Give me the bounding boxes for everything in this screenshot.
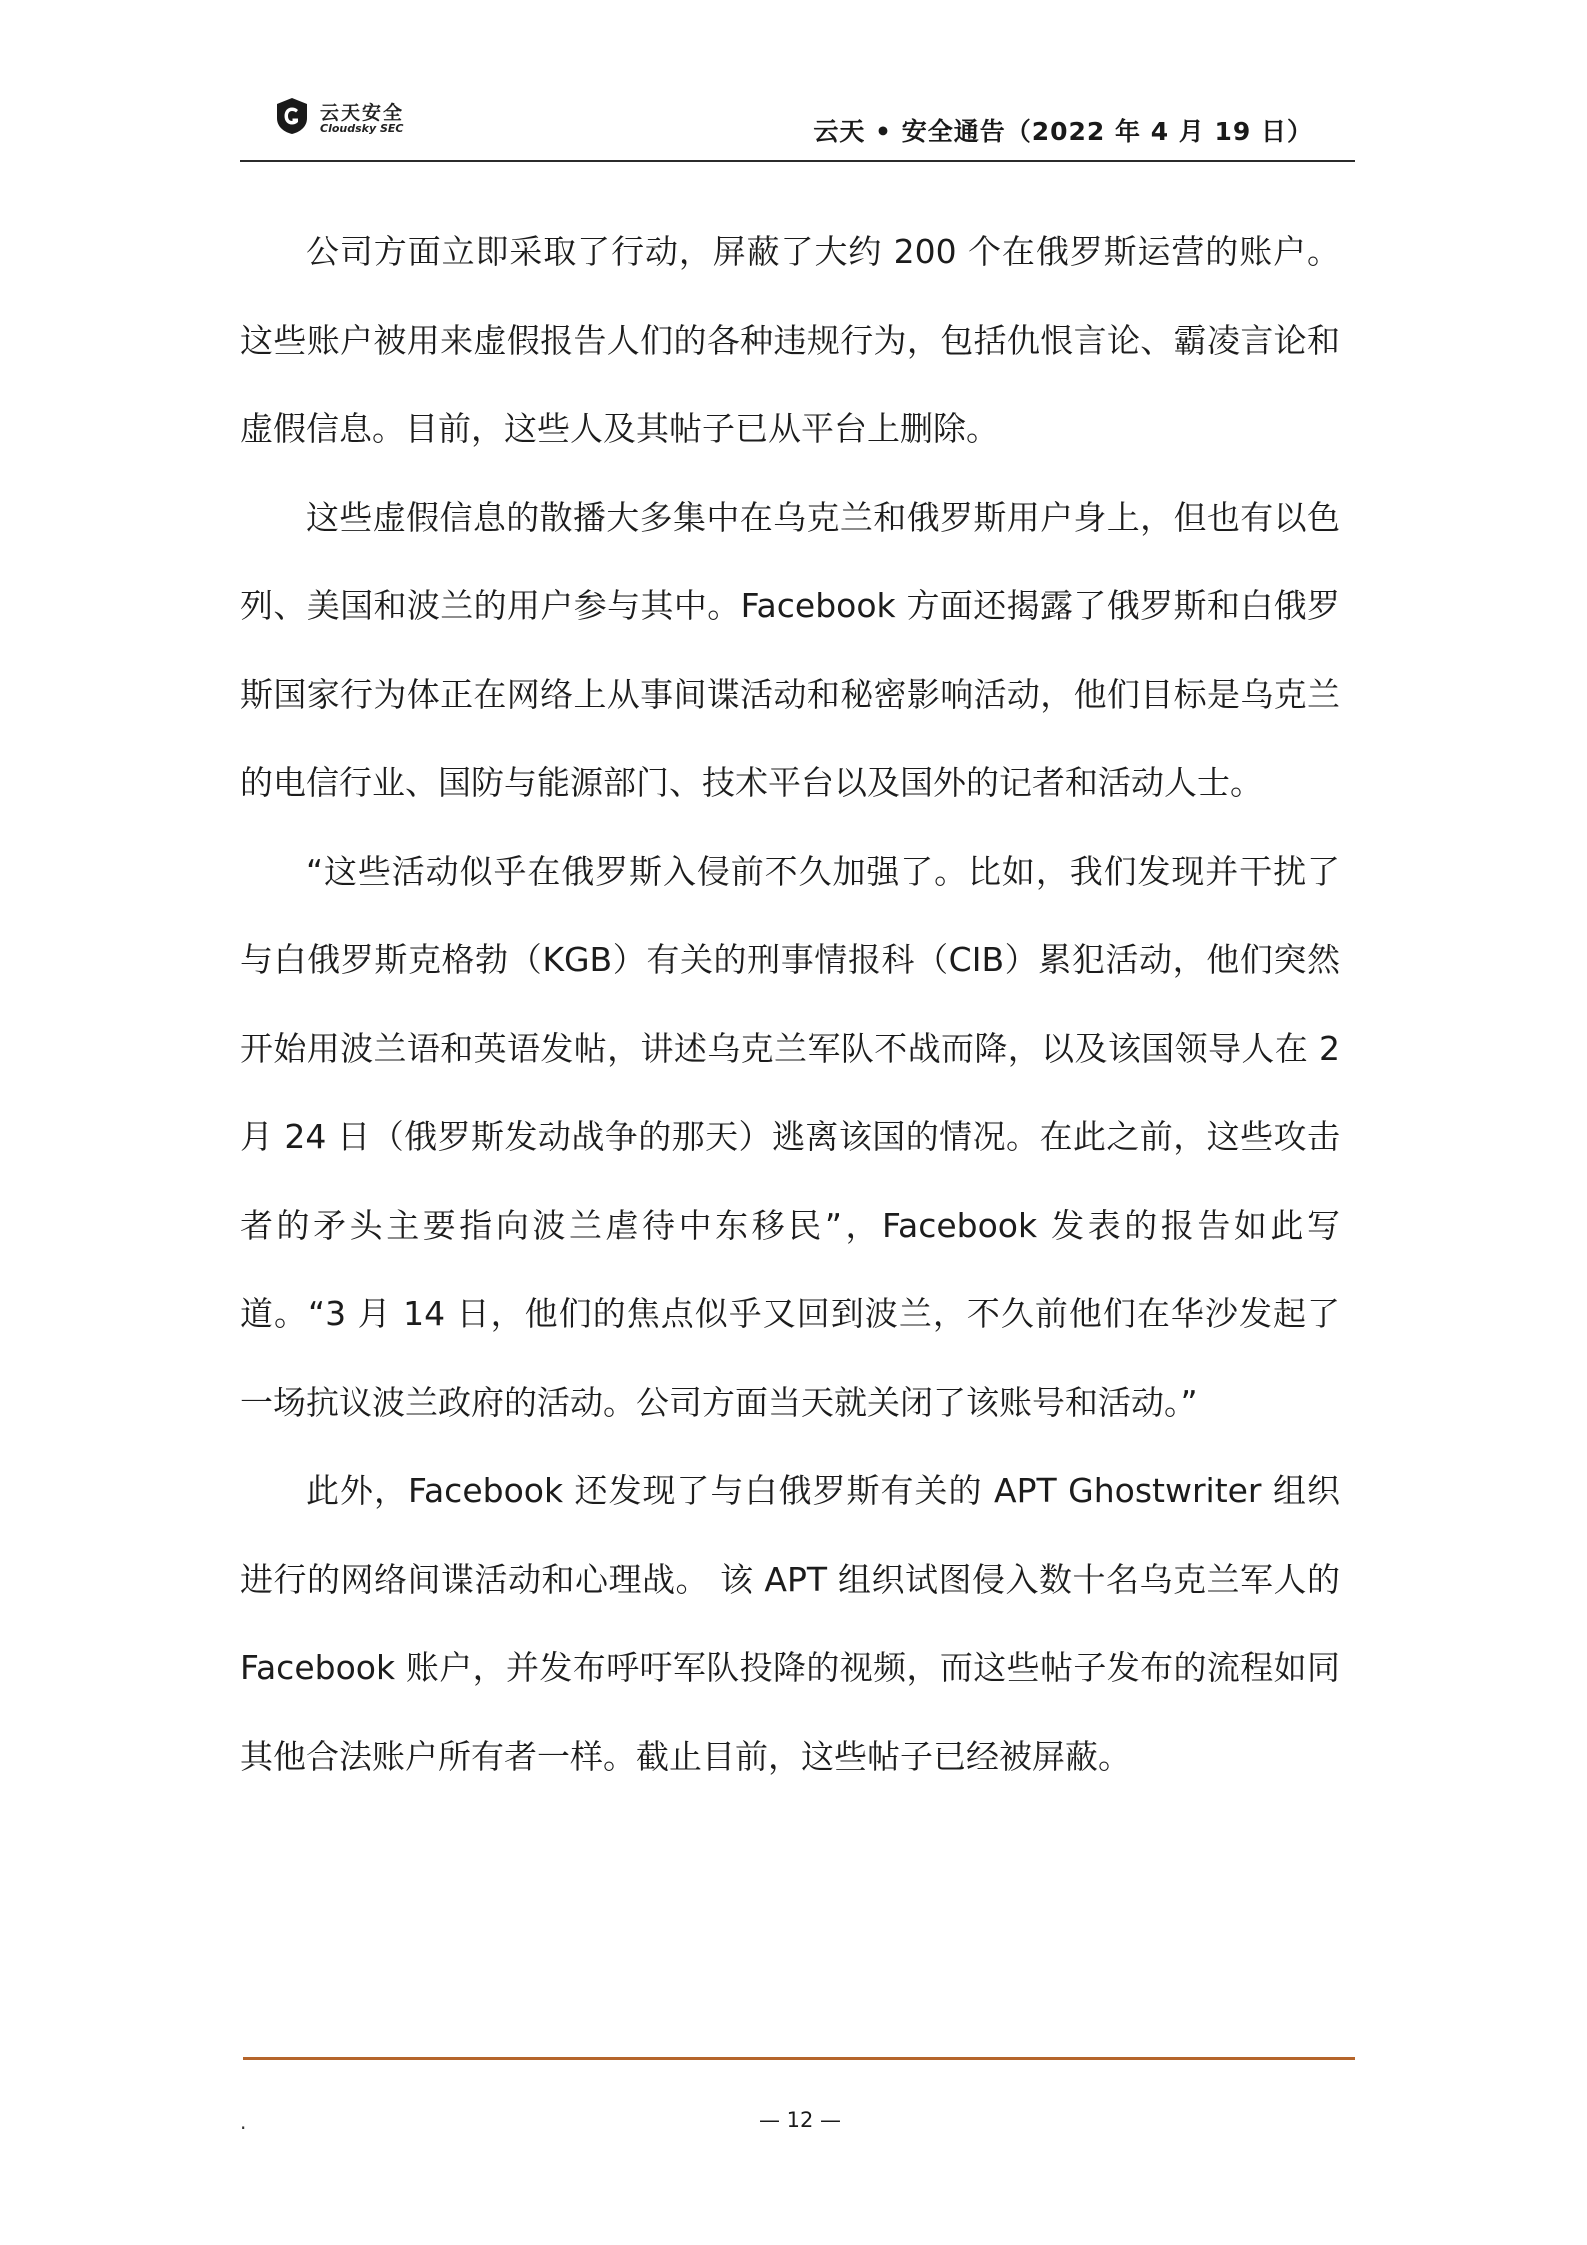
logo-text-cn: 云天安全 [320,102,405,124]
document-body [240,208,1340,1801]
paragraph-3: “这些活动似乎在俄罗斯入侵前不久加强了。比如，我们发现并干扰了与白俄罗斯克格勃（KGB）有关的刑事情报科（CIB）累犯活动，他们突然开始用波兰语和英语发帖，讲述乌克兰军队不战而降，以及该国领导人在 2 月 24 日（俄罗斯发动战争的那天）逃离该国的情况。在此之前，这些攻击者的矛头主要指向波兰虐待中东移民”，Facebook 发表的报告如此写道。“3 月 14 日，他们的焦点似乎又回到波兰，不久前他们在华沙发起了一场抗议波兰政府的活动。公司方面当天就关闭了该账号和活动。” [240,851,1340,1422]
paragraph-1: 公司方面立即采取了行动，屏蔽了大约 200 个在俄罗斯运营的账户。这些账户被用来虚假报告人们的各种违规行为，包括仇恨言论、霸凌言论和虚假信息。目前，这些人及其帖子已从平台上删除。 [240,232,1340,448]
bulletin-title: 云天 • 安全通告（2022 年 4 月 19 日） [813,117,1313,146]
page-number: — 12 — [758,2108,842,2132]
cloudsky-logo [274,96,444,144]
paragraph-2: 这些虚假信息的散播大多集中在乌克兰和俄罗斯用户身上，但也有以色列、美国和波兰的用户参与其中。Facebook 方面还揭露了俄罗斯和白俄罗斯国家行为体正在网络上从事间谍活动和秘密影响活动，他们目标是乌克兰的电信行业、国防与能源部门、技术平台以及国外的记者和活动人士。 [240,497,1340,802]
footer-divider [243,2057,1355,2060]
footer-dot: . [240,2110,247,2134]
paragraph-4: 此外，Facebook 还发现了与白俄罗斯有关的 APT Ghostwriter 组织进行的网络间谍活动和心理战。 该 APT 组织试图侵入数十名乌克兰军人的 Facebook 账户，并发布呼吁军队投降的视频，而这些帖子发布的流程如同其他合法账户所有者一样。截止目前，这些帖子已经被屏蔽。 [240,1471,1340,1776]
page-header [240,92,1355,162]
logo-text-en: Cloudsky SEC [320,122,404,135]
shield-icon [274,96,310,136]
